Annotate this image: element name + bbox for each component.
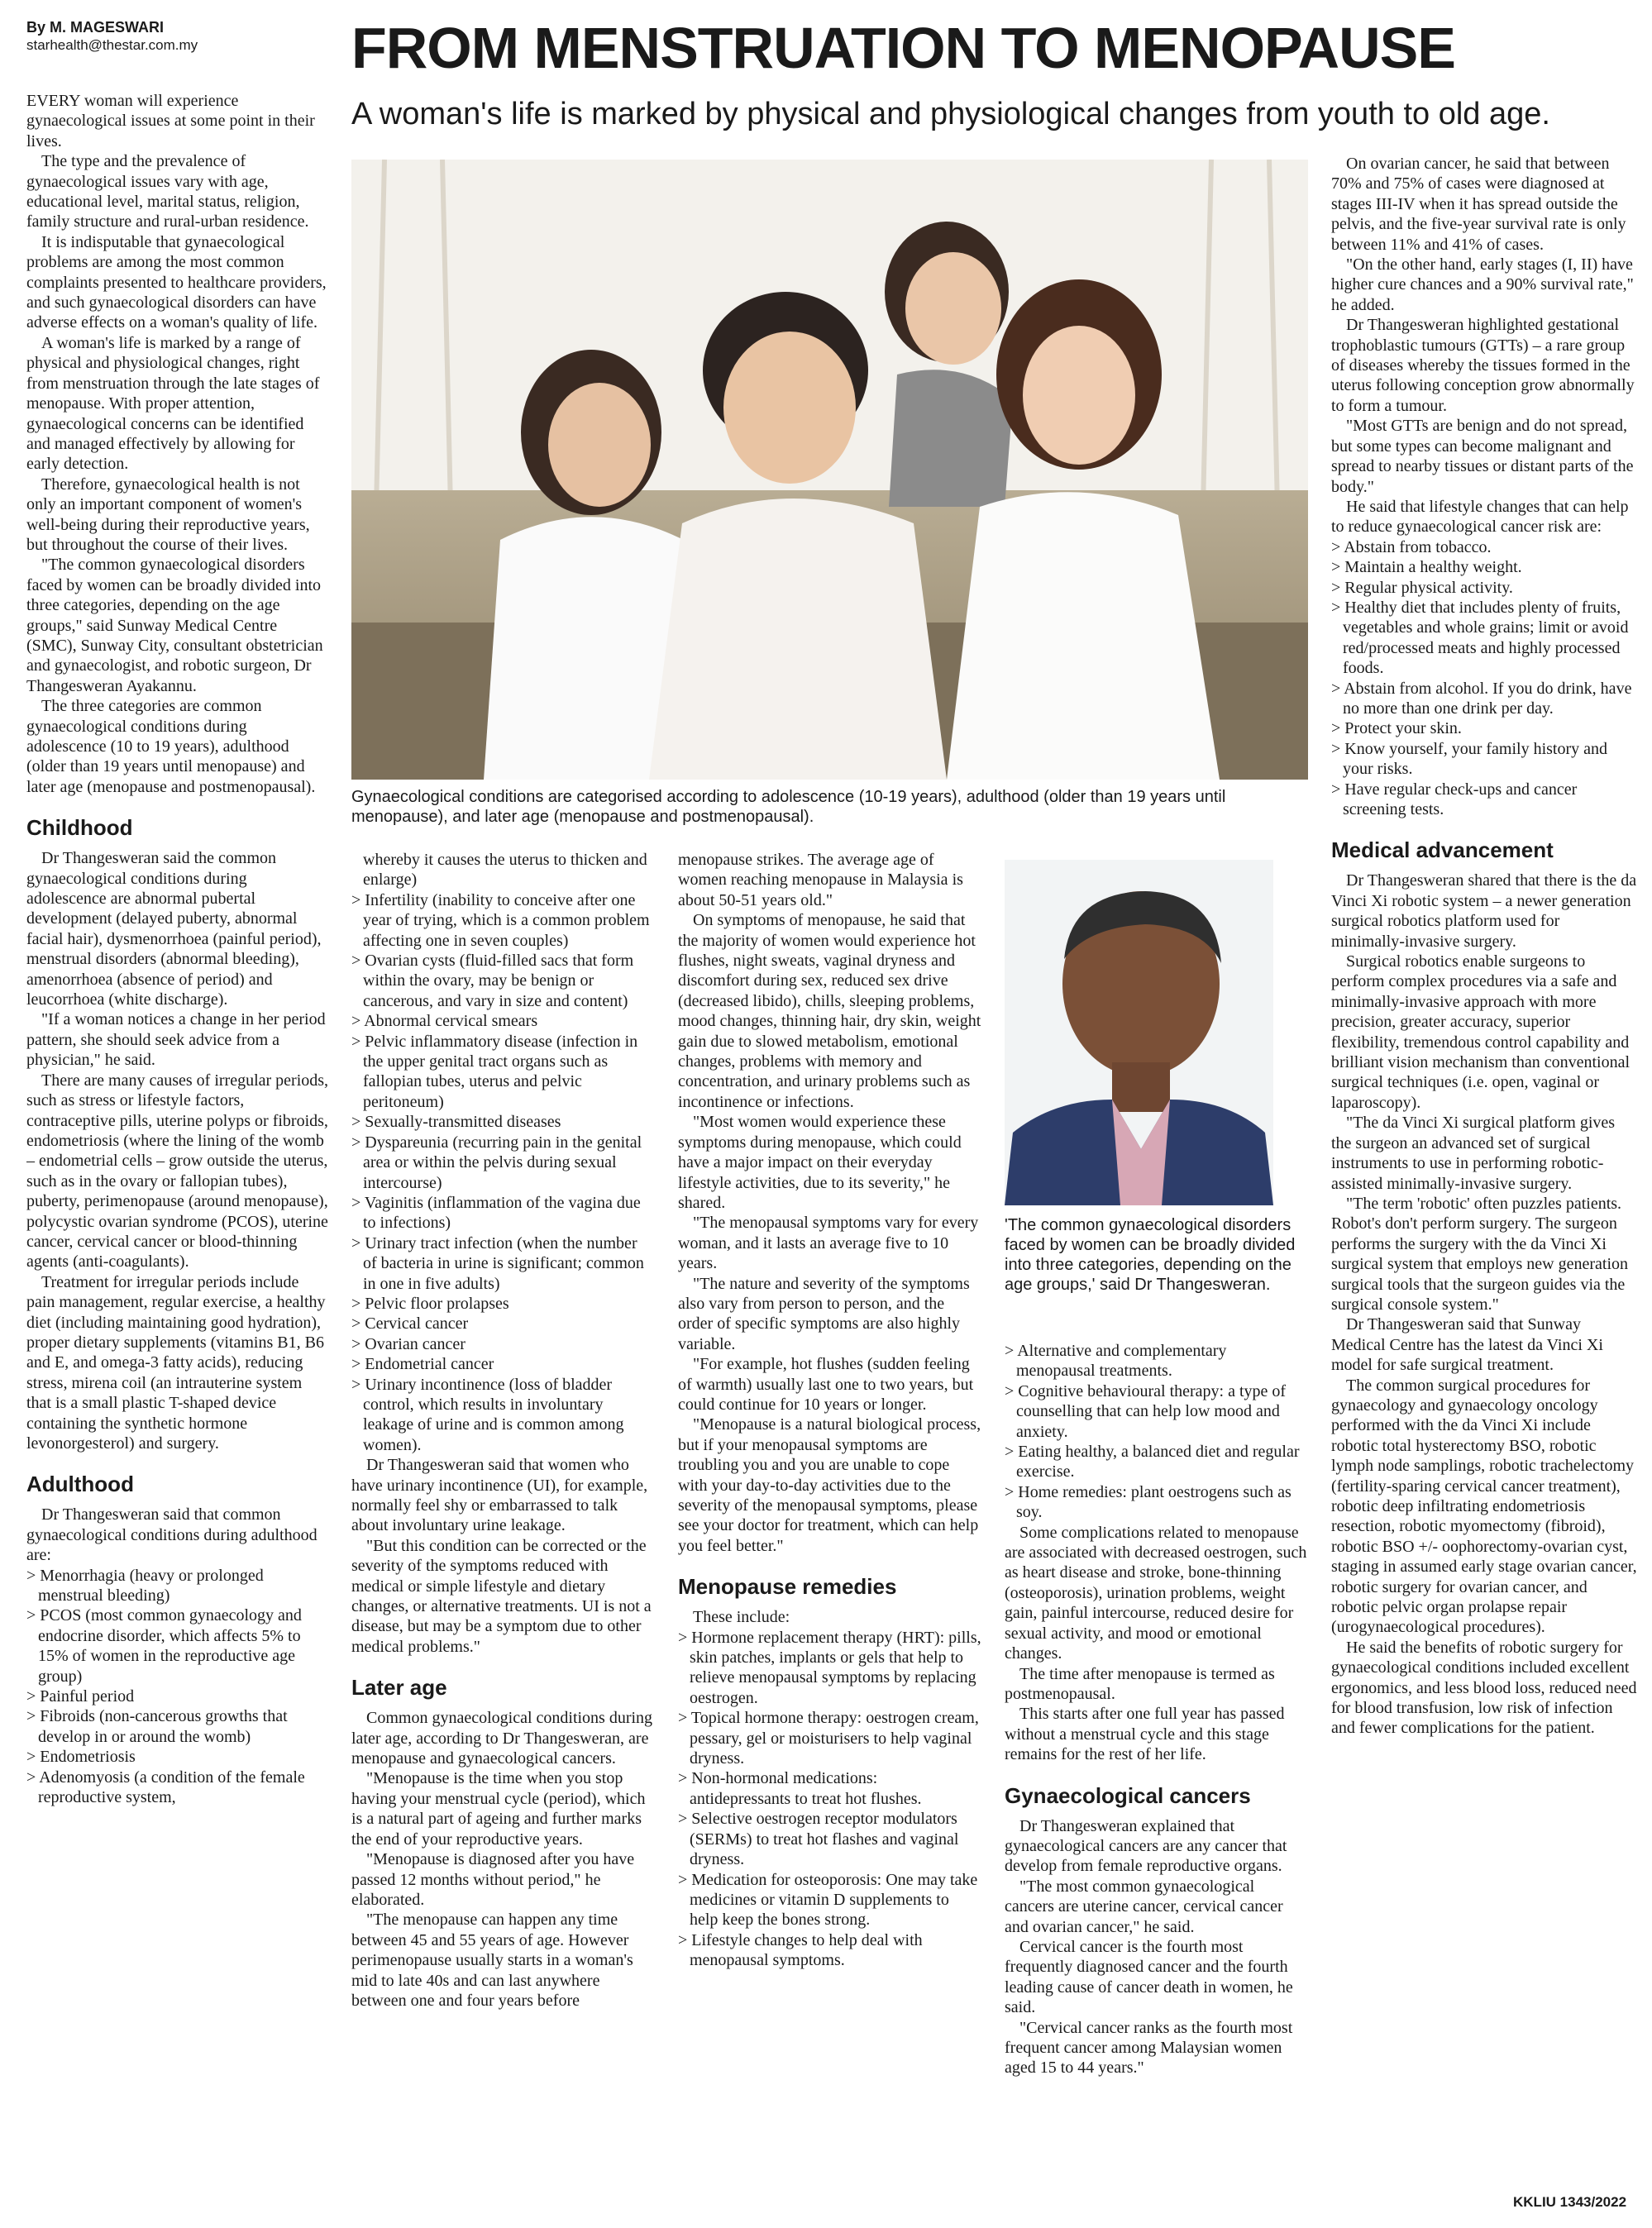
- byline: [26, 18, 341, 55]
- list-item: > Ovarian cancer: [351, 1334, 655, 1354]
- paragraph: "Most GTTs are benign and do not spread, but some types can become malignant and spread to nearby tissues or distant parts of the body.": [1331, 417, 1634, 496]
- paragraph: Dr Thangesweran explained that gynaecological cancers are any cancer that develop from female reproductive organs.: [1005, 1816, 1287, 1876]
- family-photo: [351, 160, 1308, 780]
- paragraph: There are many causes of irregular periods, such as stress or lifestyle factors, contraceptive pills, uterine polyps or fibroids, endometriosis (where the lining of the womb – endometrial cells – grow outside the uterus, such as in the ovary or fallopian tubes), puberty, perimenopause (around menopause), polycystic ovarian syndrome (PCOS), uterine cancer, cervical cancer or blood-thinning agents (anti-coagulants).: [26, 1071, 329, 1271]
- photo-caption: Gynaecological conditions are categorised according to adolescence (10-19 years), adulthood (older than 19 years until menopause), and later age (menopause and postmenopausal).: [351, 788, 1226, 826]
- list-item: > Painful period: [26, 1687, 330, 1706]
- paragraph: On symptoms of menopause, he said that the majority of women would experience hot flushes, night sweats, vaginal dryness and discomfort during sex, reduced sex drive (decreased libido), chills, sleeping problems, mood changes, thinning hair, dry skin, weight gain due to slowed metabolism, emotional changes, problems with memory and concentration, and urinary problems such as incontinence or infections.: [678, 911, 981, 1111]
- column-4: [1005, 1341, 1308, 2217]
- column-1: [26, 91, 330, 2216]
- subheading-medical-advancement: Medical advancement: [1331, 837, 1554, 863]
- list-item: > Abnormal cervical smears: [351, 1011, 655, 1031]
- paragraph: "Menopause is the time when you stop having your menstrual cycle (period), which is a natural part of ageing and further marks the end of your reproductive years.: [351, 1769, 646, 1849]
- list-item: > Selective oestrogen receptor modulators (SERMs) to treat hot flashes and vaginal dryness.: [678, 1809, 981, 1869]
- list-item: > Lifestyle changes to help deal with menopausal symptoms.: [678, 1930, 981, 1971]
- paragraph: "The da Vinci Xi surgical platform gives the surgeon an advanced set of surgical instruments to use in performing robotic-assisted minimally-invasive surgery.: [1331, 1114, 1616, 1193]
- subheading-menopause-remedies: Menopause remedies: [678, 1574, 897, 1600]
- paragraph: "Menopause is diagnosed after you have passed 12 months without period," he elaborated.: [351, 1850, 635, 1909]
- list-item: > Healthy diet that includes plenty of fruits, vegetables and whole grains; limit or avoid red/processed meats and highly processed foods.: [1331, 598, 1637, 679]
- paragraph: "The term 'robotic' often puzzles patients. Robot's don't perform surgery. The surgeon performs the surgery with the da Vinci Xi surgical system that employs new generation surgical tools that the surgeon guides via the surgical console system.": [1331, 1194, 1628, 1314]
- paragraph: Dr Thangesweran highlighted gestational trophoblastic tumours (GTTs) – a rare group of diseases whereby the tissues formed in the uterus following conception grow abnormally to form a tumour.: [1331, 316, 1635, 415]
- column-2: [351, 850, 655, 2218]
- paragraph: menopause strikes. The average age of women reaching menopause in Malaysia is about 50-51 years old.": [678, 851, 963, 909]
- paragraph: "If a woman notices a change in her period pattern, she should seek advice from a physician," he said.: [26, 1010, 326, 1070]
- paragraph: Treatment for irregular periods include pain management, regular exercise, a healthy diet (including maintaining good hydration), proper dietary supplements (vitamins B1, B6 and E, and omega-3 fatty acids), reducing stress, mirena coil (an intrauterine system that is a small plastic T-shaped device containing the synthetic hormone levonorgesterol) and surgery.: [26, 1272, 326, 1453]
- doctor-portrait: [1005, 860, 1273, 1205]
- paragraph: EVERY woman will experience gynaecological issues at some point in their lives.: [26, 92, 315, 150]
- paragraph: Dr Thangesweran said that common gynaecological conditions during adulthood are:: [26, 1505, 318, 1565]
- headline: FROM MENSTRUATION TO MENOPAUSE: [351, 16, 1455, 80]
- list-item: > Adenomyosis (a condition of the female reproductive system,: [26, 1768, 330, 1808]
- list-item: > Pelvic inflammatory disease (infection in the upper genital tract organs such as fallopian tubes, uterus and pelvic peritoneum): [351, 1032, 655, 1113]
- standfirst: A woman's life is marked by physical and physiological changes from youth to old age.: [351, 97, 1550, 131]
- list-item: > Dyspareunia (recurring pain in the genital area or within the pelvis during sexual intercourse): [351, 1133, 655, 1193]
- paragraph: Some complications related to menopause are associated with decreased oestrogen, such as heart disease and stroke, bone-thinning (osteoporosis), urination problems, weight gain, painful intercourse, reduced desire for sexual activity, and mood or emotional changes.: [1005, 1523, 1307, 1663]
- paragraph: "Most women would experience these symptoms during menopause, which could have a major impact on their everyday lifestyle activities, due to its severity," he shared.: [678, 1113, 962, 1212]
- list-item: > Vaginitis (inflammation of the vagina due to infections): [351, 1193, 655, 1233]
- list-item: > Know yourself, your family history and your risks.: [1331, 739, 1637, 780]
- paragraph: He said that lifestyle changes that can help to reduce gynaecological cancer risk are:: [1331, 497, 1629, 537]
- author-name: By M. MAGESWARI: [26, 19, 165, 36]
- paragraph: Therefore, gynaecological health is not only an important component of women's well-being during their reproductive years, but throughout the course of their lives.: [26, 475, 310, 554]
- list-item: > Abstain from alcohol. If you do drink, have no more than one drink per day.: [1331, 679, 1637, 719]
- paragraph: "Menopause is a natural biological process, but if your menopausal symptoms are troubling you and you are unable to cope with your day-to-day activities due to the severity of the menopausal symptoms, please see your doctor for treatment, which can help you feel better.": [678, 1415, 981, 1555]
- paragraph: Cervical cancer is the fourth most frequently diagnosed cancer and the fourth leading cause of cancer death in women, he said.: [1005, 1937, 1293, 2017]
- paragraph: Dr Thangesweran said that women who have urinary incontinence (UI), for example, normally feel shy or embarrassed to talk about involuntary urine leakage.: [351, 1456, 648, 1535]
- paragraph: "The menopausal symptoms vary for every woman, and it lasts an average five to 10 years.: [678, 1214, 979, 1273]
- list-item: > Ovarian cysts (fluid-filled sacs that form within the ovary, may be benign or cancerous, and vary in size and content): [351, 951, 655, 1011]
- list-item: > Urinary tract infection (when the number of bacteria in urine is significant; common in one in five adults): [351, 1233, 655, 1294]
- paragraph: This starts after one full year has passed without a menstrual cycle and this stage remains for the rest of her life.: [1005, 1705, 1285, 1764]
- column-3: [678, 850, 981, 2218]
- list-item: > Topical hormone therapy: oestrogen cream, pessary, gel or moisturisers to help vaginal dryness.: [678, 1708, 981, 1768]
- paragraph: "Cervical cancer ranks as the fourth most frequent cancer among Malaysian women aged 15 to 44 years.": [1005, 2018, 1293, 2078]
- list-item: > Protect your skin.: [1331, 718, 1637, 738]
- list-item: > Pelvic floor prolapses: [351, 1294, 655, 1314]
- remedies-list: [678, 1628, 981, 1971]
- paragraph: These include:: [693, 1608, 790, 1627]
- list-item: > Urinary incontinence (loss of bladder control, which results in involuntary leakage of urine and is common among women).: [351, 1375, 655, 1456]
- paragraph: On ovarian cancer, he said that between 70% and 75% of cases were diagnosed at stages III-IV when it has spread outside the pelvis, and the five-year survival rate is only between 11% and 41% of cases.: [1331, 155, 1626, 254]
- list-item: > Cervical cancer: [351, 1314, 655, 1333]
- subheading-later-age: Later age: [351, 1675, 447, 1701]
- list-item: > Home remedies: plant oestrogens such as soy.: [1005, 1482, 1308, 1523]
- publication-code: KKLIU 1343/2022: [1513, 2194, 1627, 2210]
- list-item: > PCOS (most common gynaecology and endocrine disorder, which affects 5% to 15% of women in the reproductive age group): [26, 1605, 330, 1687]
- paragraph: He said the benefits of robotic surgery for gynaecological conditions included excellent ergonomics, and less blood loss, reduced need for blood transfusion, low risk of infection and fewer complications for the patient.: [1331, 1638, 1637, 1738]
- doctor-portrait-image: [1005, 860, 1273, 1205]
- list-item: > Cognitive behavioural therapy: a type of counselling that can help low mood and anxiety.: [1005, 1381, 1308, 1442]
- paragraph: whereby it causes the uterus to thicken and enlarge): [363, 851, 647, 890]
- list-item: > Non-hormonal medications: antidepressants to treat hot flushes.: [678, 1768, 981, 1809]
- paragraph: Dr Thangesweran said the common gynaecological conditions during adolescence are abnormal pubertal development (delayed puberty, abnormal facial hair), dysmenorrhoea (painful period), menstrual disorders (abnormal bleeding), amenorrhoea (absence of period) and leucorrhoea (white discharge).: [26, 849, 322, 1009]
- subheading-adulthood: Adulthood: [26, 1472, 134, 1497]
- subheading-gynaecological-cancers: Gynaecological cancers: [1005, 1782, 1251, 1808]
- paragraph: Dr Thangesweran said that Sunway Medical Centre has the latest da Vinci Xi model for safe surgical treatment.: [1331, 1315, 1603, 1375]
- paragraph: The time after menopause is termed as postmenopausal.: [1005, 1664, 1275, 1703]
- list-item: > Alternative and complementary menopausal treatments.: [1005, 1341, 1308, 1381]
- paragraph: "On the other hand, early stages (I, II) have higher cure chances and a 90% survival rate," he added.: [1331, 255, 1634, 314]
- paragraph: Dr Thangesweran shared that there is the da Vinci Xi robotic system – a newer generation surgical robotics platform used for minimally-invasive surgery.: [1331, 871, 1637, 951]
- conditions-list: [26, 1566, 330, 1808]
- list-item: > Have regular check-ups and cancer screening tests.: [1331, 780, 1637, 820]
- paragraph: It is indisputable that gynaecological problems are among the most common complaints presented to healthcare providers, and such gynaecological disorders can have adverse effects on a woman's quality of life.: [26, 232, 327, 332]
- paragraph: "The nature and severity of the symptoms also vary from person to person, and the order of specific symptoms are also highly variable.: [678, 1274, 970, 1353]
- paragraph: "The menopause can happen any time between 45 and 55 years of age. However perimenopause usually starts in a woman's mid to late 40s and can last anywhere between one and four years before: [351, 1911, 633, 2010]
- paragraph: The common surgical procedures for gynaecology and gynaecology oncology performed with the da Vinci Xi include robotic total hysterectomy BSO, robotic lymph node samplings, robotic trachelectomy (fertility-sparing cervical cancer treatment), robotic deep infiltrating endometriosis resection, robotic myomectomy (fibroid), robotic BSO +/- oophorectomy-ovarian cyst, staging in assumed early stage ovarian cancer, robotic surgery for ovarian cancer, and robotic pelvic organ prolapse repair (urogynaecological procedures).: [1331, 1376, 1637, 1637]
- list-item: > Regular physical activity.: [1331, 578, 1637, 598]
- paragraph: The type and the prevalence of gynaecological issues vary with age, educational level, marital status, religion, family structure and rural-urban residence.: [26, 152, 309, 231]
- portrait-caption: 'The common gynaecological disorders faced by women can be broadly divided into three categories, depending on the age groups,' said Dr Thangesweran.: [1005, 1216, 1296, 1294]
- paragraph: "The most common gynaecological cancers are uterine cancer, cervical cancer and ovarian cancer," he said.: [1005, 1877, 1283, 1936]
- treatments-list: [1005, 1341, 1308, 1523]
- list-item: > Endometrial cancer: [351, 1354, 655, 1374]
- family-photo-image: [351, 160, 1308, 780]
- paragraph: A woman's life is marked by a range of physical and physiological changes, right from menstruation through the late stages of menopause. With proper attention, gynaecological concerns can be identified and managed effectively by allowing for early detection.: [26, 333, 320, 474]
- column-5: [1331, 154, 1637, 2192]
- subheading-childhood: Childhood: [26, 815, 133, 841]
- list-item: > Abstain from tobacco.: [1331, 537, 1637, 557]
- conditions-list: [351, 890, 655, 1455]
- list-item: > Infertility (inability to conceive after one year of trying, which is a common problem affecting one in seven couples): [351, 890, 655, 951]
- list-item: > Maintain a healthy weight.: [1331, 557, 1637, 577]
- list-item: > Menorrhagia (heavy or prolonged menstrual bleeding): [26, 1566, 330, 1606]
- list-item: > Eating healthy, a balanced diet and regular exercise.: [1005, 1442, 1308, 1482]
- paragraph: "For example, hot flushes (sudden feeling of warmth) usually last one to two years, but could continue for 10 years or longer.: [678, 1355, 974, 1414]
- list-item: > Medication for osteoporosis: One may take medicines or vitamin D supplements to help keep the bones strong.: [678, 1870, 981, 1930]
- list-item: > Endometriosis: [26, 1747, 330, 1767]
- paragraph: Common gynaecological conditions during later age, according to Dr Thangesweran, are menopause and gynaecological cancers.: [351, 1709, 653, 1768]
- paragraph: The three categories are common gynaecological conditions during adolescence (10 to 19 years), adulthood (older than 19 years until menopause) and later age (menopause and postmenopausal).: [26, 697, 316, 796]
- list-item: > Hormone replacement therapy (HRT): pills, skin patches, implants or gels that help to relieve menopausal symptoms by replacing oestrogen.: [678, 1628, 981, 1709]
- list-item: > Fibroids (non-cancerous growths that develop in or around the womb): [26, 1706, 330, 1747]
- risk-reduction-list: [1331, 537, 1637, 820]
- paragraph: Surgical robotics enable surgeons to perform complex procedures via a safe and minimally-invasive approach with more precision, greater accuracy, superior flexibility, tremendous control capability and brilliant vision mechanism than conventional surgical techniques (i.e. open, vaginal or laparoscopy).: [1331, 952, 1631, 1112]
- paragraph: "The common gynaecological disorders faced by women can be broadly divided into three categories, depending on the age groups," said Sunway Medical Centre (SMC), Sunway City, consultant obstetrician and gynaecologist, and robotic surgeon, Dr Thangesweran Ayakannu.: [26, 556, 323, 695]
- list-item: > Sexually-transmitted diseases: [351, 1112, 655, 1132]
- author-email: starhealth@thestar.com.my: [26, 37, 198, 53]
- paragraph: "But this condition can be corrected or the severity of the symptoms reduced with medical or simple lifestyle and dietary changes, or alternative treatments. UI is not a disease, but may be a symptom due to other medical problems.": [351, 1536, 652, 1656]
